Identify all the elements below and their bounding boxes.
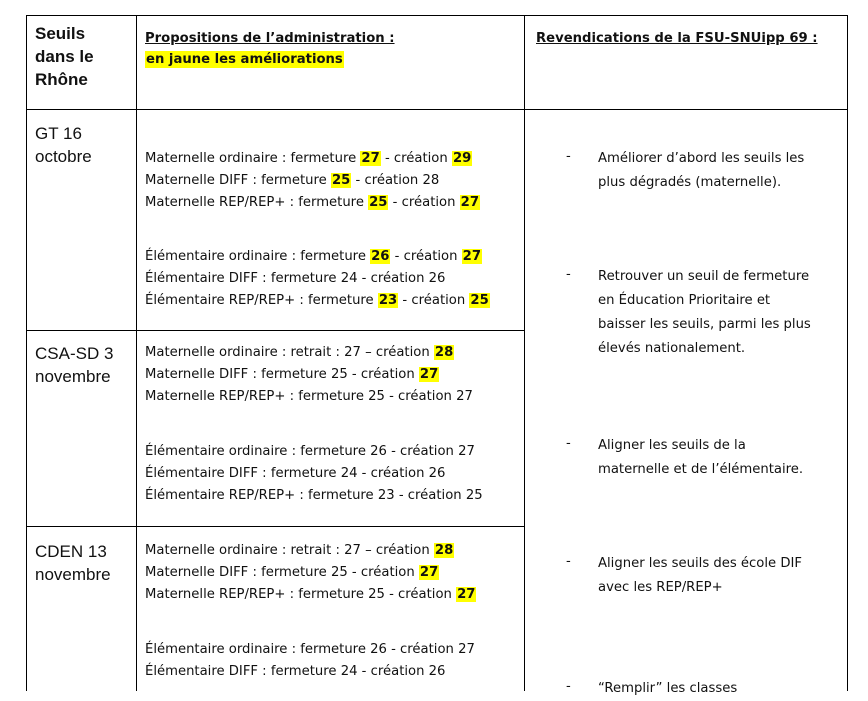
line-separator: - création [388, 195, 460, 210]
closure-threshold: 25 [330, 565, 348, 580]
demand-item-line: plus dégradés (maternelle). [598, 175, 782, 190]
line-separator: - création [384, 389, 457, 404]
line-separator: - création [347, 565, 419, 580]
threshold-line [145, 661, 445, 683]
closure-threshold: 27 [344, 543, 361, 558]
creation-threshold: 27 [457, 587, 476, 602]
demand-item-line: Retrouver un seuil de fermeture [598, 269, 810, 284]
bullet-dash: - [566, 267, 571, 282]
header-row-divider [26, 109, 848, 110]
bullet-dash: - [566, 679, 571, 694]
row-divider-2 [26, 526, 525, 527]
table-border-top [26, 15, 848, 16]
threshold-line [145, 441, 475, 463]
demand-item [598, 265, 811, 361]
line-label: Maternelle DIFF : fermeture [145, 367, 331, 382]
table-divider-col1 [136, 15, 137, 691]
line-label: Maternelle ordinaire : fermeture [145, 151, 361, 166]
line-label: Élémentaire DIFF : fermeture [145, 664, 341, 679]
bullet-dash: - [566, 554, 571, 569]
line-label: Élémentaire DIFF : fermeture [145, 466, 341, 481]
closure-threshold: 26 [370, 642, 387, 657]
closure-threshold: 25 [368, 389, 385, 404]
line-label: Maternelle REP/REP+ : fermeture [145, 195, 369, 210]
creation-threshold: 28 [422, 173, 440, 188]
creation-threshold: 26 [428, 271, 446, 286]
creation-threshold: 27 [458, 444, 475, 459]
line-label: Maternelle REP/REP+ : fermeture [145, 587, 369, 602]
line-separator: - création [357, 466, 429, 481]
line-separator: - création [347, 367, 419, 382]
threshold-line [145, 584, 476, 606]
line-separator: - création [357, 664, 429, 679]
creation-threshold: 27 [419, 565, 439, 580]
line-separator: – création [360, 543, 434, 558]
line-label: Élémentaire ordinaire : fermeture [145, 642, 371, 657]
closure-threshold: 24 [340, 466, 358, 481]
header-proposals-note: en jaune les améliorations [146, 52, 343, 67]
line-separator: - création [386, 642, 459, 657]
threshold-line [145, 192, 480, 214]
line-label: Élémentaire DIFF : fermeture [145, 271, 341, 286]
threshold-line [145, 290, 490, 312]
demand-item-line: élevés nationalement. [598, 341, 746, 356]
threshold-line [145, 540, 454, 562]
table-border-right [847, 15, 848, 691]
closure-threshold: 25 [368, 587, 385, 602]
row-divider-1 [26, 330, 525, 331]
bullet-dash: - [566, 436, 571, 451]
closure-threshold: 25 [330, 367, 348, 382]
threshold-line [145, 364, 439, 386]
closure-threshold: 27 [344, 345, 361, 360]
creation-threshold: 25 [465, 488, 483, 503]
line-label: Maternelle REP/REP+ : fermeture [145, 389, 369, 404]
header-thresholds: Seuils dans le Rhône [35, 24, 94, 89]
section-label-csa: CSA-SD 3 novembre [35, 344, 114, 386]
line-label: Maternelle ordinaire : retrait : [145, 345, 345, 360]
line-separator: - création [351, 173, 423, 188]
closure-threshold: 24 [340, 271, 358, 286]
threshold-line [145, 268, 445, 290]
demand-item [598, 552, 802, 600]
creation-threshold: 27 [419, 367, 439, 382]
line-separator: - création [357, 271, 429, 286]
closure-threshold: 23 [377, 488, 395, 503]
line-separator: - création [398, 293, 470, 308]
line-separator: – création [360, 345, 434, 360]
threshold-line [145, 148, 472, 170]
creation-threshold: 27 [462, 249, 482, 264]
demand-item-line: Améliorer d’abord les seuils les [598, 151, 805, 166]
threshold-line [145, 170, 439, 192]
header-proposals-title: Propositions de l’administration : [145, 31, 395, 46]
bullet-dash: - [566, 149, 571, 164]
closure-threshold: 26 [370, 444, 387, 459]
closure-threshold: 25 [369, 195, 388, 210]
threshold-line [145, 342, 454, 364]
table-border-left [26, 15, 27, 691]
table-divider-col2 [524, 15, 525, 691]
closure-threshold: 25 [331, 173, 351, 188]
creation-threshold: 26 [428, 664, 446, 679]
creation-threshold: 26 [428, 466, 446, 481]
threshold-line [145, 562, 439, 584]
line-separator: - création [384, 587, 457, 602]
threshold-line [145, 246, 482, 268]
demand-item [598, 677, 737, 701]
threshold-line [145, 485, 483, 507]
demand-item-line: Aligner les seuils des école DIF [598, 556, 802, 571]
line-label: Élémentaire ordinaire : fermeture [145, 444, 371, 459]
closure-threshold: 23 [378, 293, 398, 308]
line-label: Élémentaire REP/REP+ : fermeture [145, 293, 378, 308]
creation-threshold: 27 [460, 195, 480, 210]
demand-item-line: en Éducation Prioritaire et [598, 293, 771, 308]
line-label: Maternelle DIFF : fermeture [145, 565, 331, 580]
section-label-cden: CDEN 13 novembre [35, 542, 111, 584]
section-label-gt: GT 16 octobre [35, 124, 92, 166]
threshold-line [145, 639, 475, 661]
line-separator: - création [394, 488, 466, 503]
line-separator: - création [380, 151, 452, 166]
threshold-line [145, 386, 473, 408]
line-label: Élémentaire REP/REP+ : fermeture [145, 488, 378, 503]
demand-item-line: Aligner les seuils de la [598, 438, 746, 453]
demand-item [598, 147, 804, 195]
demand-item-line: maternelle et de l’élémentaire. [598, 462, 804, 477]
closure-threshold: 26 [371, 249, 390, 264]
line-separator: - création [390, 249, 462, 264]
threshold-line [145, 463, 445, 485]
creation-threshold: 28 [434, 345, 454, 360]
closure-threshold: 24 [340, 664, 358, 679]
demand-item-line: avec les REP/REP+ [598, 580, 723, 595]
creation-threshold: 28 [434, 543, 454, 558]
line-label: Élémentaire ordinaire : fermeture [145, 249, 371, 264]
line-label: Maternelle ordinaire : retrait : [145, 543, 345, 558]
creation-threshold: 27 [456, 389, 473, 404]
line-label: Maternelle DIFF : fermeture [145, 173, 331, 188]
creation-threshold: 25 [470, 293, 489, 308]
closure-threshold: 27 [361, 151, 380, 166]
demand-item-line: “Remplir” les classes [598, 681, 738, 696]
creation-threshold: 27 [458, 642, 475, 657]
header-demands-title: Revendications de la FSU-SNUipp 69 : [536, 31, 818, 46]
line-separator: - création [386, 444, 459, 459]
demand-item [598, 434, 803, 482]
creation-threshold: 29 [452, 151, 472, 166]
demand-item-line: baisser les seuils, parmi les plus [598, 317, 811, 332]
